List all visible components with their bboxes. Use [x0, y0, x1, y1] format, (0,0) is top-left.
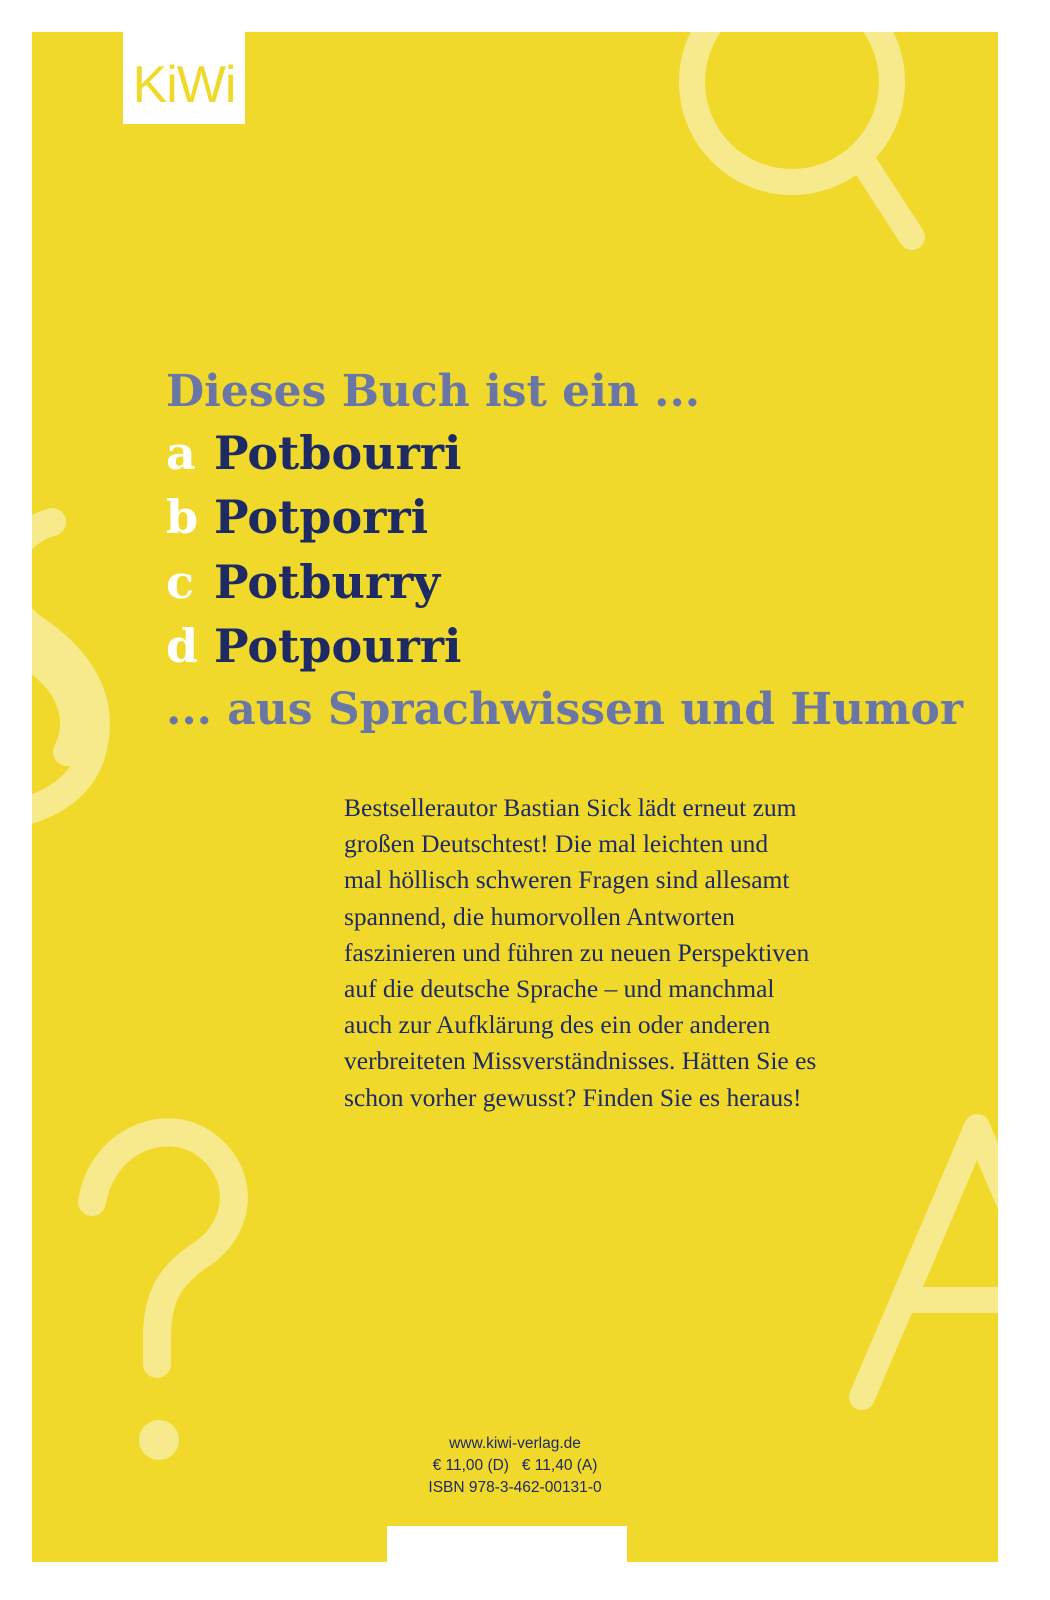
blurb-paragraph: [344, 790, 904, 1116]
option-word: Potpourri: [214, 619, 462, 673]
option-c: [166, 554, 440, 610]
blurb-line: schon vorher gewusst? Finden Sie es heraus!: [344, 1082, 802, 1112]
option-letter: a: [166, 426, 196, 480]
option-letter: b: [166, 490, 199, 544]
section-sign-glyph: [32, 522, 96, 812]
blurb-line: verbreiteten Missverständnisses. Hätten Sie es: [344, 1046, 817, 1076]
option-letter: c: [166, 555, 195, 609]
option-word: Potbourri: [214, 426, 462, 480]
option-word: Potporri: [214, 490, 429, 544]
book-back-cover: [32, 32, 998, 1562]
blurb-line: auch zur Aufklärung des ein oder anderen: [344, 1010, 771, 1040]
blurb-line: Bestsellerautor Bastian Sick lädt erneut zum: [344, 793, 797, 822]
option-letter: d: [166, 619, 199, 673]
price-line: € 11,00 (D) € 11,40 (A): [432, 1457, 598, 1474]
blurb-line: großen Deutschtest! Die mal leichten und: [344, 829, 769, 859]
headline-intro: Dieses Buch ist ein ...: [166, 366, 701, 417]
publisher-logo: [123, 32, 245, 124]
logo-wordmark: KiWi: [132, 56, 236, 114]
blurb-line: mal höllisch schweren Fragen sind allesamt: [344, 865, 790, 895]
option-d: [166, 618, 462, 674]
option-a: [166, 425, 462, 481]
blurb-line: spannend, die humorvollen Antworten: [344, 901, 735, 931]
question-mark-glyph: [92, 1132, 234, 1364]
kiwi-logo-mark: [123, 32, 245, 124]
barcode-area: [387, 1526, 627, 1562]
option-word: Potburry: [214, 555, 441, 609]
headline-outro: ... aus Sprachwissen und Humor: [166, 684, 964, 735]
magnifier-icon: [692, 32, 912, 237]
blurb-line: auf die deutsche Sprache – und manchmal: [344, 974, 775, 1004]
isbn-line: ISBN 978-3-462-00131-0: [428, 1479, 602, 1496]
option-b: [166, 489, 428, 545]
blurb-line: faszinieren und führen zu neuen Perspektiven: [344, 937, 810, 967]
letter-a-glyph: [862, 1127, 998, 1397]
publisher-website: www.kiwi-verlag.de: [449, 1435, 581, 1452]
